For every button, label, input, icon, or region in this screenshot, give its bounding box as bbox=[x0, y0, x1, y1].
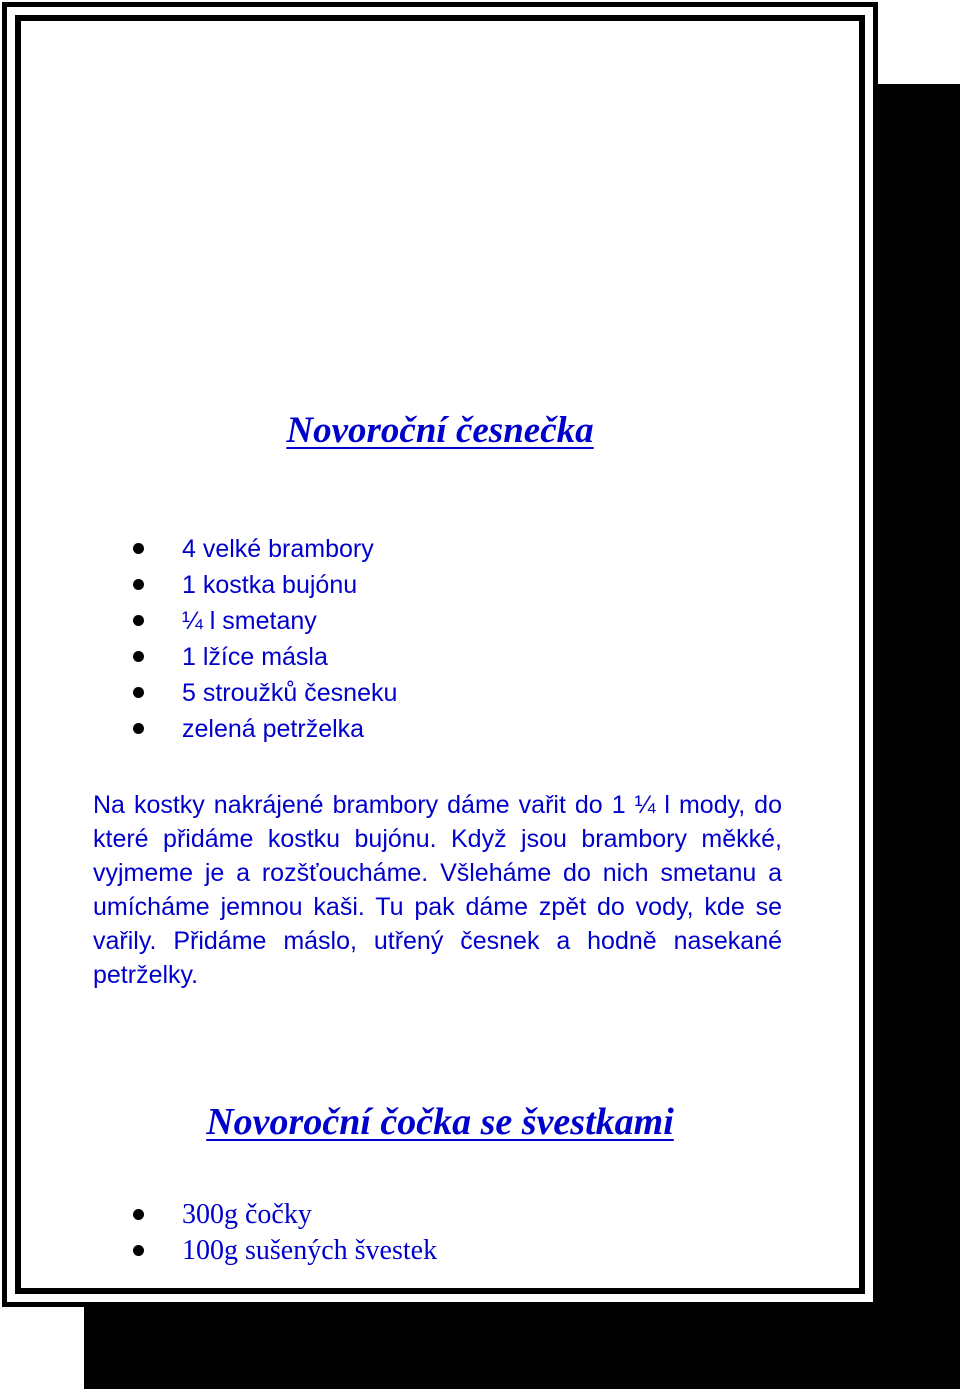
bullet-icon bbox=[133, 651, 144, 662]
bullet-icon bbox=[133, 543, 144, 554]
ingredient-list-cesnecka bbox=[127, 531, 397, 747]
bullet-icon bbox=[133, 1245, 144, 1256]
ingredient-list-cocka bbox=[127, 1197, 437, 1269]
list-item bbox=[127, 675, 397, 711]
bullet-icon bbox=[133, 579, 144, 590]
bullet-icon bbox=[133, 615, 144, 626]
ingredient-text: zelená petrželka bbox=[182, 715, 365, 743]
ingredient-text: ¼ l smetany bbox=[182, 607, 317, 635]
ingredient-text: 1 kostka bujónu bbox=[182, 571, 358, 599]
ingredient-text: 5 stroužků česneku bbox=[182, 679, 398, 707]
ingredient-text: 300g čočky bbox=[182, 1199, 312, 1230]
recipe-title-cocka: Novoroční čočka se švestkami bbox=[206, 1101, 674, 1143]
bullet-icon bbox=[133, 723, 144, 734]
recipe-instructions-cesnecka: Na kostky nakrájené brambory dáme vařit do 1 ¼ l mody, do které přidáme kostku bujónu. Když jsou brambory měkké, vyjmeme je a rozšťoucháme. Všleháme do nich smetanu a umícháme jemnou kaši. Tu pak dáme zpět do vody, kde se vařily. Přidáme máslo, utřený česnek a hodně nasekané petrželky. bbox=[93, 791, 782, 989]
recipe-title-cesnecka: Novoroční česnečka bbox=[286, 410, 594, 451]
ingredient-text: 1 lžíce másla bbox=[182, 643, 328, 671]
list-item bbox=[127, 567, 397, 603]
list-item bbox=[127, 711, 397, 747]
list-item bbox=[127, 1197, 437, 1233]
recipe-content bbox=[7, 7, 873, 1302]
ingredient-text: 100g sušených švestek bbox=[182, 1235, 438, 1266]
bullet-icon bbox=[133, 1209, 144, 1220]
ingredient-text: 4 velké brambory bbox=[182, 535, 374, 563]
bullet-icon bbox=[133, 687, 144, 698]
list-item bbox=[127, 531, 397, 567]
outer-border-frame bbox=[2, 2, 878, 1307]
list-item bbox=[127, 1233, 437, 1269]
list-item bbox=[127, 603, 397, 639]
list-item bbox=[127, 639, 397, 675]
